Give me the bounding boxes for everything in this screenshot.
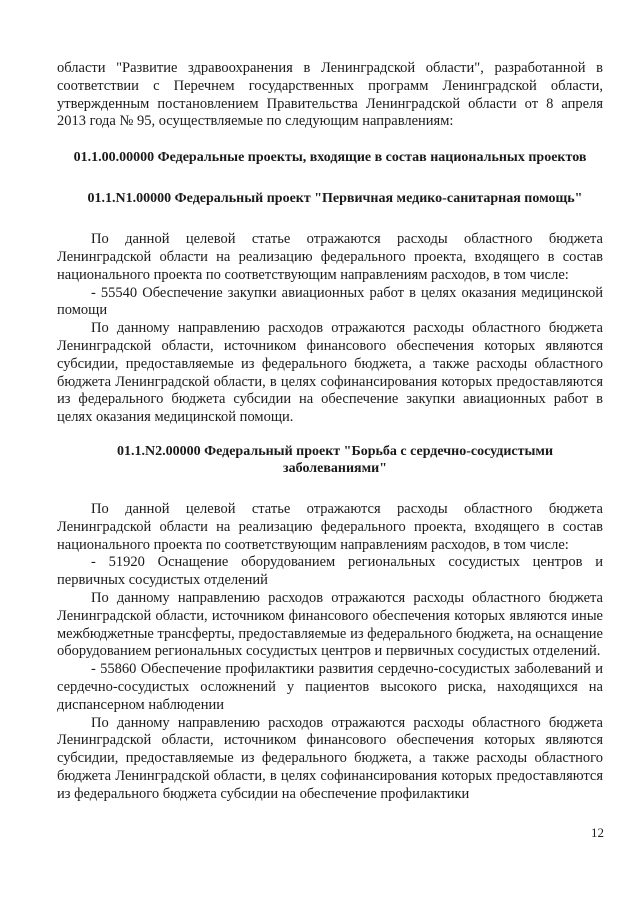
heading-main: 01.1.00.00000 Федеральные проекты, входящие в состав национальных проектов bbox=[73, 150, 587, 166]
section-1-item-55540: - 55540 Обеспечение закупки авиационных работ в целях оказания медицинской помощи bbox=[57, 284, 603, 319]
section-1-paragraph-2: По данному направлению расходов отражаются расходы областного бюджета Ленинградской области, источником финансового обеспечения которых являются субсидии, предоставляемые из федерального бюджета, а также расходы областного бюджета Ленинградской области, в целях софинансирования которых предоставляются из федерального бюджета субсидии на обеспечение закупки авиационных работ в целях оказания медицинской помощи. bbox=[57, 320, 603, 426]
page-content bbox=[57, 60, 603, 804]
section-2-paragraph-3: По данному направлению расходов отражаются расходы областного бюджета Ленинградской области, источником финансового обеспечения которых являются субсидии, предоставляемые из федерального бюджета, а также расходы областного бюджета Ленинградской области, в целях софинансирования которых предоставляются из федерального бюджета субсидии на обеспечение профилактики bbox=[57, 714, 603, 802]
section-2-paragraph-1: По данной целевой статье отражаются расходы областного бюджета Ленинградской области на реализацию федерального проекта, входящего в состав национального проекта по соответствующим направлениям расходов, в том числе: bbox=[57, 500, 603, 553]
page-number: 12 bbox=[591, 825, 604, 840]
section-2-paragraph-2: По данному направлению расходов отражаются расходы областного бюджета Ленинградской области, источником финансового обеспечения которых являются иные межбюджетные трансферты, предоставляемые из федерального бюджета, на оснащение оборудованием региональных сосудистых центров и первичных сосудистых отделений. bbox=[57, 589, 603, 660]
intro-paragraph: области "Развитие здравоохранения в Ленинградской области", разработанной в соответствии с Перечнем государственных программ Ленинградской области, утвержденным постановлением Правительства Ленинградской области от 8 апреля 2013 года № 95, осуществляемые по следующим направлениям: bbox=[57, 60, 603, 130]
heading-section-2: 01.1.N2.00000 Федеральный проект "Борьба с сердечно-сосудистыми заболеваниями" bbox=[116, 443, 554, 476]
section-2-item-55860: - 55860 Обеспечение профилактики развития сердечно-сосудистых заболеваний и сердечно-сосудистых осложнений у пациентов высокого риска, находящихся на диспансерном наблюдении bbox=[57, 661, 603, 713]
heading-section-1: 01.1.N1.00000 Федеральный проект "Первичная медико-санитарная помощь" bbox=[87, 191, 583, 207]
section-2-item-51920: - 51920 Оснащение оборудованием региональных сосудистых центров и первичных сосудистых отделений bbox=[57, 554, 603, 589]
section-1-paragraph-1: По данной целевой статье отражаются расходы областного бюджета Ленинградской области на реализацию федерального проекта, входящего в состав национального проекта по соответствующим направлениям расходов, в том числе: bbox=[57, 231, 603, 283]
